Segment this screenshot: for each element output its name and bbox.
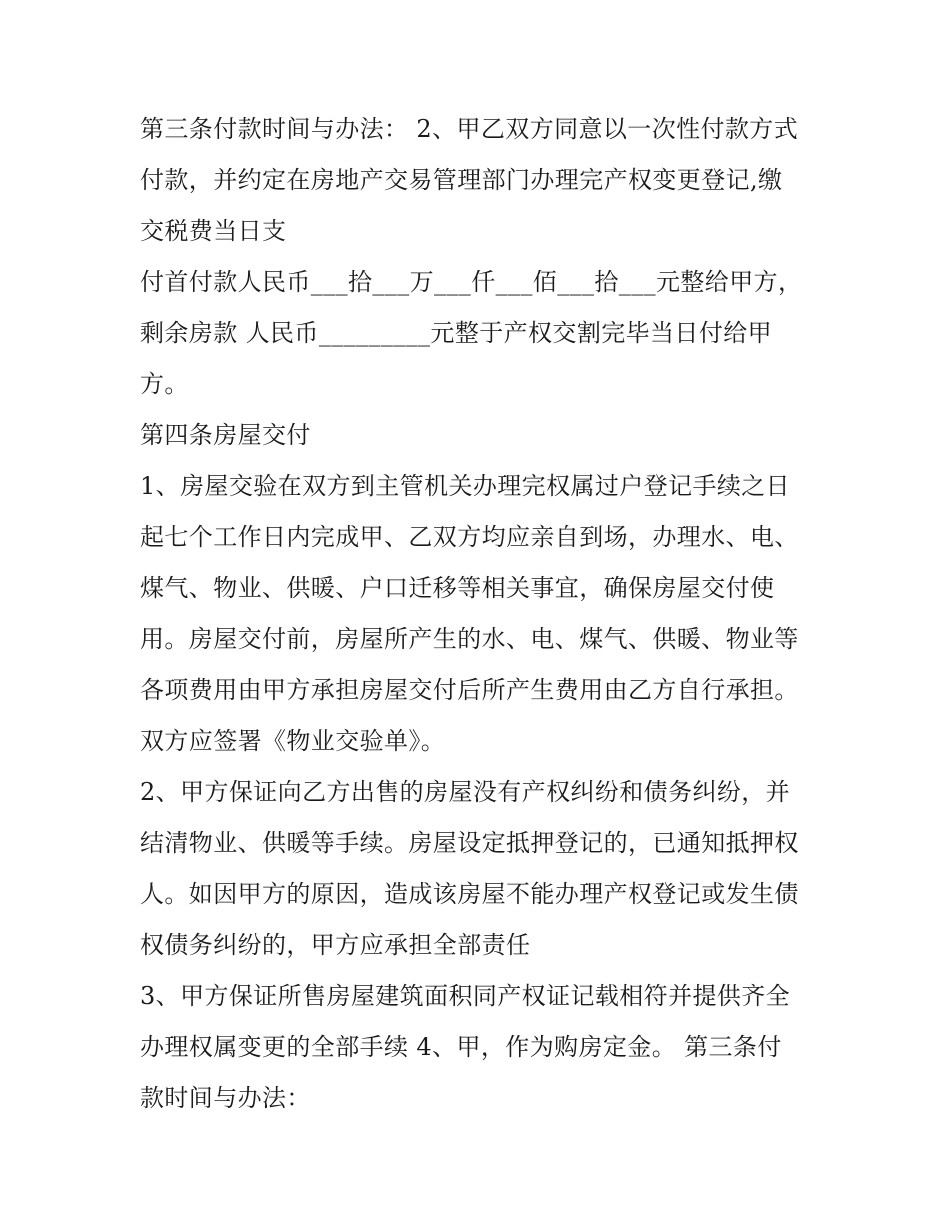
text-line: 剩余房款 人民币_________元整于产权交割完毕当日付给甲 — [140, 319, 773, 347]
text-line: 人。如因甲方的原因，造成该房屋不能办理产权登记或发生债 — [140, 880, 799, 908]
text-line: 第三条付款时间与办法： 2、甲乙双方同意以一次性付款方式 — [140, 115, 799, 143]
text-line: 3、甲方保证所售房屋建筑面积同产权证记载相符并提供齐全 — [140, 982, 791, 1010]
text-line: 付款，并约定在房地产交易管理部门办理完产权变更登记,缴 — [140, 166, 783, 194]
text-line: 款时间与办法： — [140, 1084, 311, 1112]
text-line: 各项费用由甲方承担房屋交付后所产生费用由乙方自行承担。 — [140, 676, 799, 704]
text-line: 交税费当日支 — [140, 217, 287, 245]
text-line: 起七个工作日内完成甲、乙双方均应亲自到场，办理水、电、 — [140, 523, 799, 551]
text-line: 结清物业、供暖等手续。房屋设定抵押登记的，已通知抵押权 — [140, 829, 799, 857]
text-line: 2、甲方保证向乙方出售的房屋没有产权纠纷和债务纠纷，并 — [140, 778, 791, 806]
text-line: 双方应签署《物业交验单》。 — [140, 727, 446, 755]
text-line: 权债务纠纷的，甲方应承担全部责任 — [140, 931, 531, 959]
text-line: 方。 — [140, 370, 189, 398]
section-heading: 第四条房屋交付 — [140, 421, 311, 449]
text-line: 用。房屋交付前，房屋所产生的水、电、煤气、供暖、物业等 — [140, 625, 799, 653]
text-line: 煤气、物业、供暖、户口迁移等相关事宜，确保房屋交付使 — [140, 574, 775, 602]
text-line: 办理权属变更的全部手续 4、甲，作为购房定金。 第三条付 — [140, 1033, 782, 1061]
text-line: 付首付款人民币___拾___万___仟___佰___拾___元整给甲方， — [140, 268, 803, 296]
document-body — [140, 104, 820, 1124]
text-line: 1、房屋交验在双方到主管机关办理完权属过户登记手续之日 — [140, 472, 791, 500]
